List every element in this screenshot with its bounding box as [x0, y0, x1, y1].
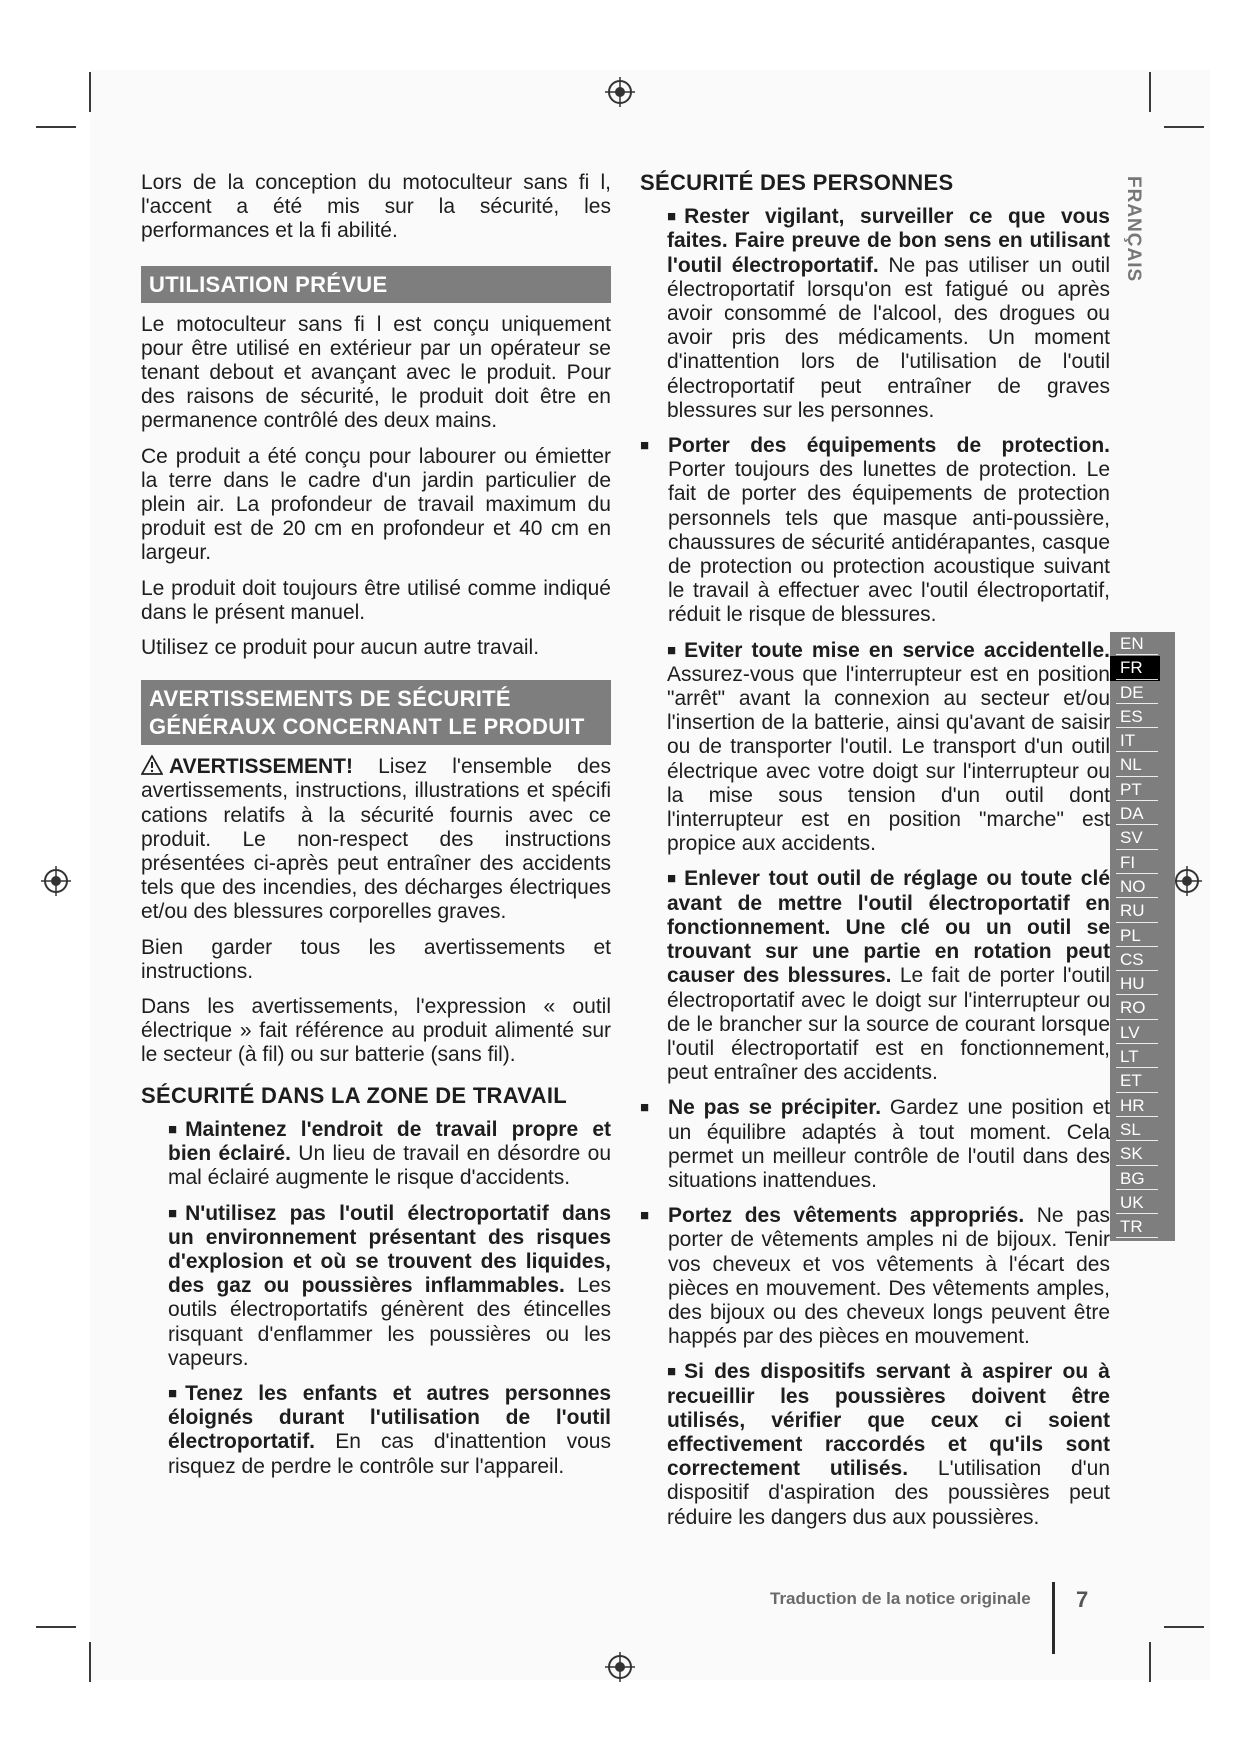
page-number: 7 — [1076, 1587, 1089, 1612]
crop-mark-bottom-left-h — [36, 1626, 76, 1628]
personnes-item-bold: Si des dispositifs servant à aspirer ou à recueillir les poussières doivent être utilisés, vérifier que ceux ci soient effectivement raccordés et qu'ils sont correctement utilisés. — [667, 1360, 1110, 1481]
language-tab-item-no[interactable] — [1110, 875, 1175, 899]
language-tab-label: SK — [1120, 1144, 1143, 1164]
section-banner-avertissements: AVERTISSEMENTS DE SÉCURITÉ GÉNÉRAUX CONCERNANT LE PRODUIT — [141, 680, 611, 745]
personnes-item-text: L'utilisation d'un dispositif d'aspiration des poussières peut réduire les dangers dus aux poussières. — [667, 1457, 1110, 1529]
bullet-square-icon: ■ — [667, 870, 677, 888]
utilisation-paragraph-2: Ce produit a été conçu pour labourer ou émietter la terre dans le cadre d'un jardin particulier de plein air. La profondeur de travail maximum du produit est de 20 cm en profondeur et 40 cm en largeur. — [141, 444, 611, 565]
language-tab-label: RU — [1120, 901, 1145, 921]
language-tab-item-it[interactable] — [1110, 729, 1175, 753]
personnes-item-text: Assurez-vous que l'interrupteur est en position "arrêt" avant la connexion au secteur et/ou l'insertion de la batterie, ainsi qu'avant de saisir ou de transporter l'outil. Le transport d'un outil électrique avec votre doigt sur l'interrupteur ou la mise sous tension d'un outil dont l'interrupteur est en position "marche" est propice aux accidents. — [667, 662, 1110, 856]
warning-paragraph — [141, 755, 611, 924]
language-tab-item-hr[interactable] — [1110, 1094, 1175, 1118]
crop-mark-top-right-v — [1149, 72, 1151, 112]
personnes-item-bold: Enlever tout outil de réglage ou toute clé avant de mettre l'outil électroportatif en fonctionnement. Une clé ou un outil se trouvant sur une partie en rotation peut causer des blessures. — [667, 867, 1110, 988]
bullet-square-icon: ■ — [640, 437, 650, 455]
language-tab-label: DE — [1120, 682, 1144, 702]
personnes-item — [640, 434, 1110, 628]
personnes-item-text: Porter toujours des lunettes de protection. Le fait de porter des équipements de protection personnels tels que masque anti-poussière, chaussures de sécurité antidérapantes, casque de protection ou protection acoustique suivant le travail à effectuer avec l'outil électroportatif, réduit le risque de blessures. — [668, 458, 1110, 627]
language-tab-label: ET — [1120, 1071, 1142, 1091]
personnes-item — [640, 1360, 1110, 1529]
section-banner-utilisation: UTILISATION PRÉVUE — [141, 266, 611, 303]
personnes-item — [640, 639, 1110, 857]
zone-item-text: Un lieu de travail en désordre ou mal éclairé augmente le risque d'accidents. — [168, 1142, 611, 1190]
language-tab-item-ru[interactable] — [1110, 899, 1175, 923]
zone-item-text: Les outils électroportatifs génèrent des étincelles risquant d'enflammer les poussières ou les vapeurs. — [168, 1274, 611, 1370]
bullet-square-icon: ■ — [168, 1384, 178, 1402]
language-tab-item-lv[interactable] — [1110, 1021, 1175, 1045]
zone-item-bold: Maintenez l'endroit de travail propre et bien éclairé. — [168, 1117, 611, 1166]
language-tab-label: ES — [1120, 706, 1143, 726]
language-tab-label: DA — [1120, 804, 1144, 824]
personnes-item-bold: Ne pas se précipiter. — [668, 1096, 882, 1120]
language-tab-item-hu[interactable] — [1110, 972, 1175, 996]
personnes-item — [640, 1204, 1110, 1349]
language-tab-label: NO — [1120, 876, 1146, 896]
language-tab-item-es[interactable] — [1110, 705, 1175, 729]
language-tab-strip — [1110, 632, 1175, 1241]
language-tab-item-fr[interactable] — [1110, 656, 1160, 680]
bullet-square-icon: ■ — [640, 1207, 650, 1225]
intro-paragraph: Lors de la conception du motoculteur sans fi l, l'accent a été mis sur la sécurité, les performances et la fi abilité. — [141, 171, 611, 243]
language-tab-item-uk[interactable] — [1110, 1191, 1175, 1215]
utilisation-paragraph-3: Le produit doit toujours être utilisé comme indiqué dans le présent manuel. — [141, 576, 611, 624]
language-tab-item-lt[interactable] — [1110, 1045, 1175, 1069]
zone-item — [141, 1118, 611, 1191]
language-tab-item-en[interactable] — [1110, 632, 1175, 656]
zone-item — [141, 1202, 611, 1371]
language-tab-label: TR — [1120, 1217, 1143, 1237]
language-tab-item-bg[interactable] — [1110, 1167, 1175, 1191]
crop-mark-bottom-right-v — [1149, 1642, 1151, 1682]
language-tab-label: SV — [1120, 828, 1143, 848]
language-tab-item-sv[interactable] — [1110, 826, 1175, 850]
zone-item-bold: Tenez les enfants et autres personnes éloignés durant l'utilisation de l'outil électroportatif. — [168, 1381, 611, 1454]
language-tab-item-cs[interactable] — [1110, 948, 1175, 972]
crop-mark-bottom-left-v — [89, 1642, 91, 1682]
personnes-heading: SÉCURITÉ DES PERSONNES — [640, 170, 954, 195]
bullet-square-icon: ■ — [168, 1120, 178, 1138]
definition-paragraph: Dans les avertissements, l'expression « outil électrique » fait référence au produit alimenté sur le secteur (à fil) ou sur batterie (sans fil). — [141, 995, 611, 1067]
utilisation-paragraph-1: Le motoculteur sans fi l est conçu uniquement pour être utilisé en extérieur par un opérateur se tenant debout et avançant avec le produit. Pour des raisons de sécurité, le produit doit être en permanence contrôlé des deux mains. — [141, 312, 611, 433]
bullet-square-icon: ■ — [667, 641, 677, 659]
language-tab-label: PT — [1120, 779, 1142, 799]
language-tab-item-da[interactable] — [1110, 802, 1175, 826]
crop-mark-top-left-v — [89, 72, 91, 112]
registration-mark-left-icon — [41, 866, 71, 896]
language-tab-item-pl[interactable] — [1110, 924, 1175, 948]
crop-mark-bottom-right-h — [1164, 1626, 1204, 1628]
warning-triangle-icon — [141, 755, 163, 775]
personnes-item — [640, 867, 1110, 1085]
language-tab-label: FI — [1120, 852, 1136, 872]
registration-mark-bottom-icon — [605, 1652, 635, 1682]
language-tab-label: EN — [1120, 634, 1144, 653]
footer-translation-note: Traduction de la notice originale — [770, 1589, 1031, 1608]
language-tab-label: IT — [1120, 731, 1136, 751]
bullet-square-icon: ■ — [667, 1363, 677, 1381]
personnes-item-text: Ne pas utiliser un outil électroportatif lorsqu'on est fatigué ou après avoir consommé de l'alcool, des drogues ou avoir pris des médicaments. Un moment d'inattention lors de l'utilisation de l'outil électroportatif peut entraîner de graves blessures sur les personnes. — [667, 253, 1110, 422]
language-tab-label: PL — [1120, 925, 1141, 945]
language-tab-label: BG — [1120, 1168, 1145, 1188]
bullet-square-icon: ■ — [168, 1204, 178, 1222]
crop-mark-top-right-h — [1164, 126, 1204, 128]
utilisation-paragraph-4: Utilisez ce produit pour aucun autre travail. — [141, 636, 540, 660]
right-column — [640, 171, 1110, 1541]
personnes-item-bold: Porter des équipements de protection. — [668, 434, 1110, 458]
language-tab-label: NL — [1120, 755, 1142, 775]
personnes-item — [640, 1096, 1110, 1193]
language-tab-label: LT — [1120, 1047, 1139, 1067]
language-tab-label: HR — [1120, 1095, 1145, 1115]
language-tab-item-et[interactable] — [1110, 1069, 1175, 1093]
language-tab-label: RO — [1120, 998, 1146, 1018]
personnes-item-bold: Eviter toute mise en service accidentelle. — [684, 638, 1110, 662]
language-tab-label: UK — [1120, 1192, 1144, 1212]
bullet-square-icon: ■ — [667, 208, 677, 226]
warning-label: AVERTISSEMENT! — [169, 755, 353, 779]
keep-instructions-paragraph: Bien garder tous les avertissements et instructions. — [141, 935, 611, 983]
language-tab-label: FR — [1120, 658, 1143, 678]
side-language-title: FRANÇAIS — [1123, 176, 1144, 283]
language-tab-item-nl[interactable] — [1110, 753, 1175, 777]
personnes-item-text: Ne pas porter de vêtements amples ni de bijoux. Tenir vos cheveux et vos vêtements à l'écart des pièces en mouvement. Des vêtements amples, des bijoux ou des cheveux longs peuvent être happés par des pièces en mouvement. — [668, 1204, 1110, 1349]
language-tab-item-de[interactable] — [1110, 681, 1175, 705]
left-column — [141, 171, 611, 1490]
language-tab-item-pt[interactable] — [1110, 778, 1175, 802]
footer-divider — [1052, 1582, 1055, 1654]
language-tab-item-ro[interactable] — [1110, 996, 1175, 1020]
personnes-item-text: Le fait de porter l'outil électroportatif avec le doigt sur l'interrupteur ou de le brancher sur la source de courant lorsque l'outil électroportatif est en fonctionnement, peut entraîner des accidents. — [667, 964, 1110, 1085]
personnes-item-text: Gardez une position et un équilibre adaptés à tout moment. Cela permet un meilleur contrôle de l'outil dans des situations inattendues. — [668, 1096, 1110, 1192]
zone-item — [141, 1382, 611, 1479]
personnes-item-bold: Portez des vêtements appropriés. — [668, 1204, 1025, 1228]
personnes-item-bold: Rester vigilant, surveiller ce que vous faites. Faire preuve de bon sens en utilisant l'outil électroportatif. — [667, 205, 1110, 277]
language-tab-label: HU — [1120, 974, 1145, 994]
zone-item-text: En cas d'inattention vous risquez de perdre le contrôle sur l'appareil. — [168, 1430, 611, 1478]
language-tab-item-sk[interactable] — [1110, 1142, 1175, 1166]
language-tab-item-sl[interactable] — [1110, 1118, 1175, 1142]
zone-item-bold: N'utilisez pas l'outil électroportatif dans un environnement présentant des risques d'explosion et où se trouvent des liquides, des gaz ou poussières inflammables. — [168, 1201, 611, 1298]
personnes-item — [640, 205, 1110, 423]
warning-text: Lisez l'ensemble des avertissements, instructions, illustrations et spécifi cations relatifs à la sécurité fournis avec ce produit. Le non-respect des instructions présentées ci-après peut entraîner des accidents tels que des incendies, des décharges électriques et/ou des blessures corporelles graves. — [141, 755, 611, 924]
language-tab-item-fi[interactable] — [1110, 851, 1175, 875]
language-tab-label: CS — [1120, 949, 1144, 969]
language-tab-item-tr[interactable] — [1110, 1215, 1175, 1239]
registration-mark-top-icon — [605, 77, 635, 107]
language-tab-label: LV — [1120, 1022, 1140, 1042]
language-tab-label: SL — [1120, 1119, 1141, 1139]
bullet-square-icon: ■ — [640, 1099, 650, 1117]
crop-mark-top-left-h — [36, 126, 76, 128]
zone-heading: SÉCURITÉ DANS LA ZONE DE TRAVAIL — [141, 1082, 567, 1108]
registration-mark-right-icon — [1172, 866, 1202, 896]
